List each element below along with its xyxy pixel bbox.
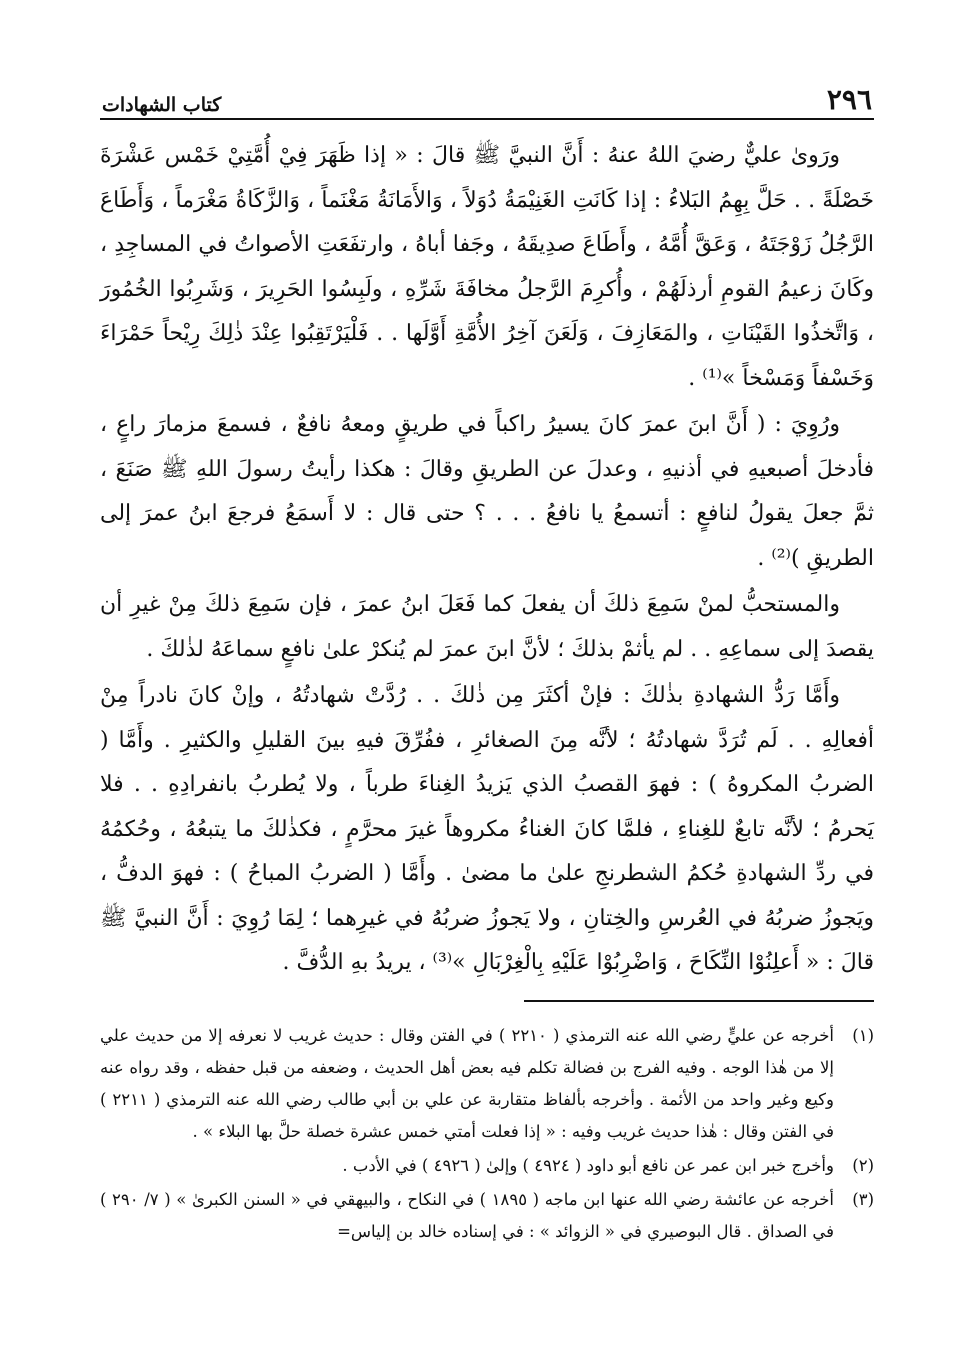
book-title: كتاب الشهادات [102, 94, 222, 116]
footnote-number: (١) [852, 1025, 874, 1045]
footnote-text: أخرجه عن عليٍّ رضي الله عنه الترمذي ( ٢٢١٠ ) في الفتن وقال : حديث غريب لا نعرفه إلا من حديث علي إلا من هٰذا الوجه . وفيه الفرج بن فضالة تكلم فيه بعض أهل الحديث ، وضعفه من قبل حفظه ، وقد رواه عنه وكيع وغير واحد من الأئمة . وأخرجه بألفاظ متقاربة عن علي بن أبي طالب رضي الله عنه الترمذي ( ٢٢١١ ) في الفتن وقال : هٰذا حديث غريب وفيه : « إذا فعلت أمتي خمس عشرة خصلة حلَّ بها البلاء » . [100, 1025, 835, 1141]
book-page [100, 78, 874, 1250]
paragraph: ورَوىٰ عليٌّ رضيَ اللهُ عنهُ : أَنَّ النبيَّ ﷺ قالَ : « إذا ظَهَرَ فِيْ أُمَّتِيْ خَمْس عَشْرَةَ خَصْلَةً . . حَلَّ بِهِمُ البَلاءُ : إذا كَانَتِ الغَنِيْمَةُ دُوَلاً ، وَالأَمَانَةُ مَغْنَماً ، وَالزَّكَاةُ مَغْرَماً ، وَأَطَاعَ الرَّجُلُ زَوْجَتَهُ ، وَعَقَّ أُمَّهُ ، وأَطَاعَ صدِيقَهُ ، وجَفا أباهُ ، وارتفَعَتِ الأصواتُ في المساجِدِ ، وكَانَ زعيمُ القومِ أرذلَهُمْ ، وأُكرِمَ الرَّجلُ مخافَةَ شَرِّهِ ، ولَبِسُوا الحَرِيرَ ، وَشَرِبُوا الخُمُورَ ، وَاتَّخذُوا القَيْنَاتِ ، والمَعَازِفَ ، وَلَعَنَ آخِرُ الأُمَّةِ أَوَّلَها . . فَلْيَرْتَقِبُوا عِنْدَ ذٰلِكَ رِيْحاً حَمْرَاءَ وَخَسْفاً وَمَسْخاً »⁽¹⁾ . [100, 143, 874, 391]
footnote-text: أخرجه عن عائشة رضي الله عنها ابن ماجه ( ١٨٩٥ ) في النكاح ، والبيهقي في « السنن الكبرىٰ » ( ٧/ ٢٩٠ ) في الصداق . قال البوصيري في « الزوائد » : في إسناده خالد بن إلياس= [100, 1189, 834, 1241]
footnote [100, 1150, 874, 1182]
footnote-number: (٢) [852, 1155, 874, 1175]
paragraph: ورُوِيَ : ( أَنَّ ابنَ عمرَ كانَ يسيرُ راكباً في طريقٍ ومعهُ نافعٌ ، فسمعَ مزمارَ راعٍ ، فأدخلَ أصبعيهِ في أذنيهِ ، وعدلَ عن الطريقِ وقالَ : هكذا رأيتُ رسولَ اللهِ ﷺ صَنَعَ ، ثمَّ جعلَ يقولُ لنافعٍ : أتسمعُ يا نافعُ . . . ؟ حتى قال : لا أَسمَعُ فرجعَ ابنُ عمرَ إلى الطريقِ )⁽²⁾ . [100, 412, 874, 571]
main-text [100, 134, 874, 986]
paragraph: وأَمَّا رَدُّ الشهادةِ بذٰلكَ : فإنْ أكثَرَ مِن ذٰلكَ . . رُدَّتْ شهادتُهُ ، وإنْ كانَ نادراً مِنْ أفعالِهِ . . لَم تُرَدَّ شهادتُهُ ؛ لأنَّه مِنَ الصغائرِ ، ففُرِّقَ فيهِ بينَ القليلِ والكثيرِ . وأَمَّا ( الضربُ المكروهُ ) : فهوَ القصبُ الذي يَزيدُ الغِناءَ طرباً ، ولا يُطربُ بانفرادِهِ . . فلا يَحرمُ ؛ لأنَّه تابعٌ للغِناءِ ، فلمَّا كانَ الغناءُ مكروهاً غيرَ محرَّمٍ ، فكذٰلكَ ما يتبعُهُ ، وحُكمُهُ في ردِّ الشهادةِ حُكمُ الشطرنجِ علىٰ ما مضىٰ . وأَمَّا ( الضربُ المباحُ ) : فهوَ الدفُّ ، ويَجوزُ ضربُهُ في العُرسِ والخِتانِ ، ولا يَجوزُ ضربُهُ في غيرِهما ؛ لِمَا رُوِيَ : أَنَّ النبيَّ ﷺ قالَ : « أَعلِنُوْا النِّكَاحَ ، وَاضْرِبُوْا عَلَيْهِ بِالْغِرْبَالِ »⁽³⁾ ، يريدُ بهِ الدُّفَّ . [100, 683, 874, 975]
footnote [100, 1020, 874, 1148]
footnote-text: وأخرج خبر ابن عمر عن نافع أبو داود ( ٤٩٢٤ ) وإلىٰ ( ٤٩٢٦ ) في الأدب . [342, 1155, 834, 1175]
footnote-number: (٣) [852, 1189, 874, 1209]
paragraph: والمستحبُّ لمنْ سَمِعَ ذلكَ أن يفعلَ كما فَعَلَ ابنُ عمرَ ، فإن سَمِعَ ذلكَ مِنْ غيرِ أن يقصدَ إلى سماعِهِ . . لم يأثمْ بذلكَ ؛ لأنَّ ابنَ عمرَ لم يُنكرْ علىٰ نافعٍ سماعَهُ لذٰلكَ . [100, 592, 874, 662]
page-number: ٢٩٦ [826, 83, 872, 116]
footnotes [100, 1020, 874, 1248]
footnote-separator [524, 1000, 874, 1002]
footnote [100, 1184, 874, 1248]
page-header [100, 78, 874, 120]
